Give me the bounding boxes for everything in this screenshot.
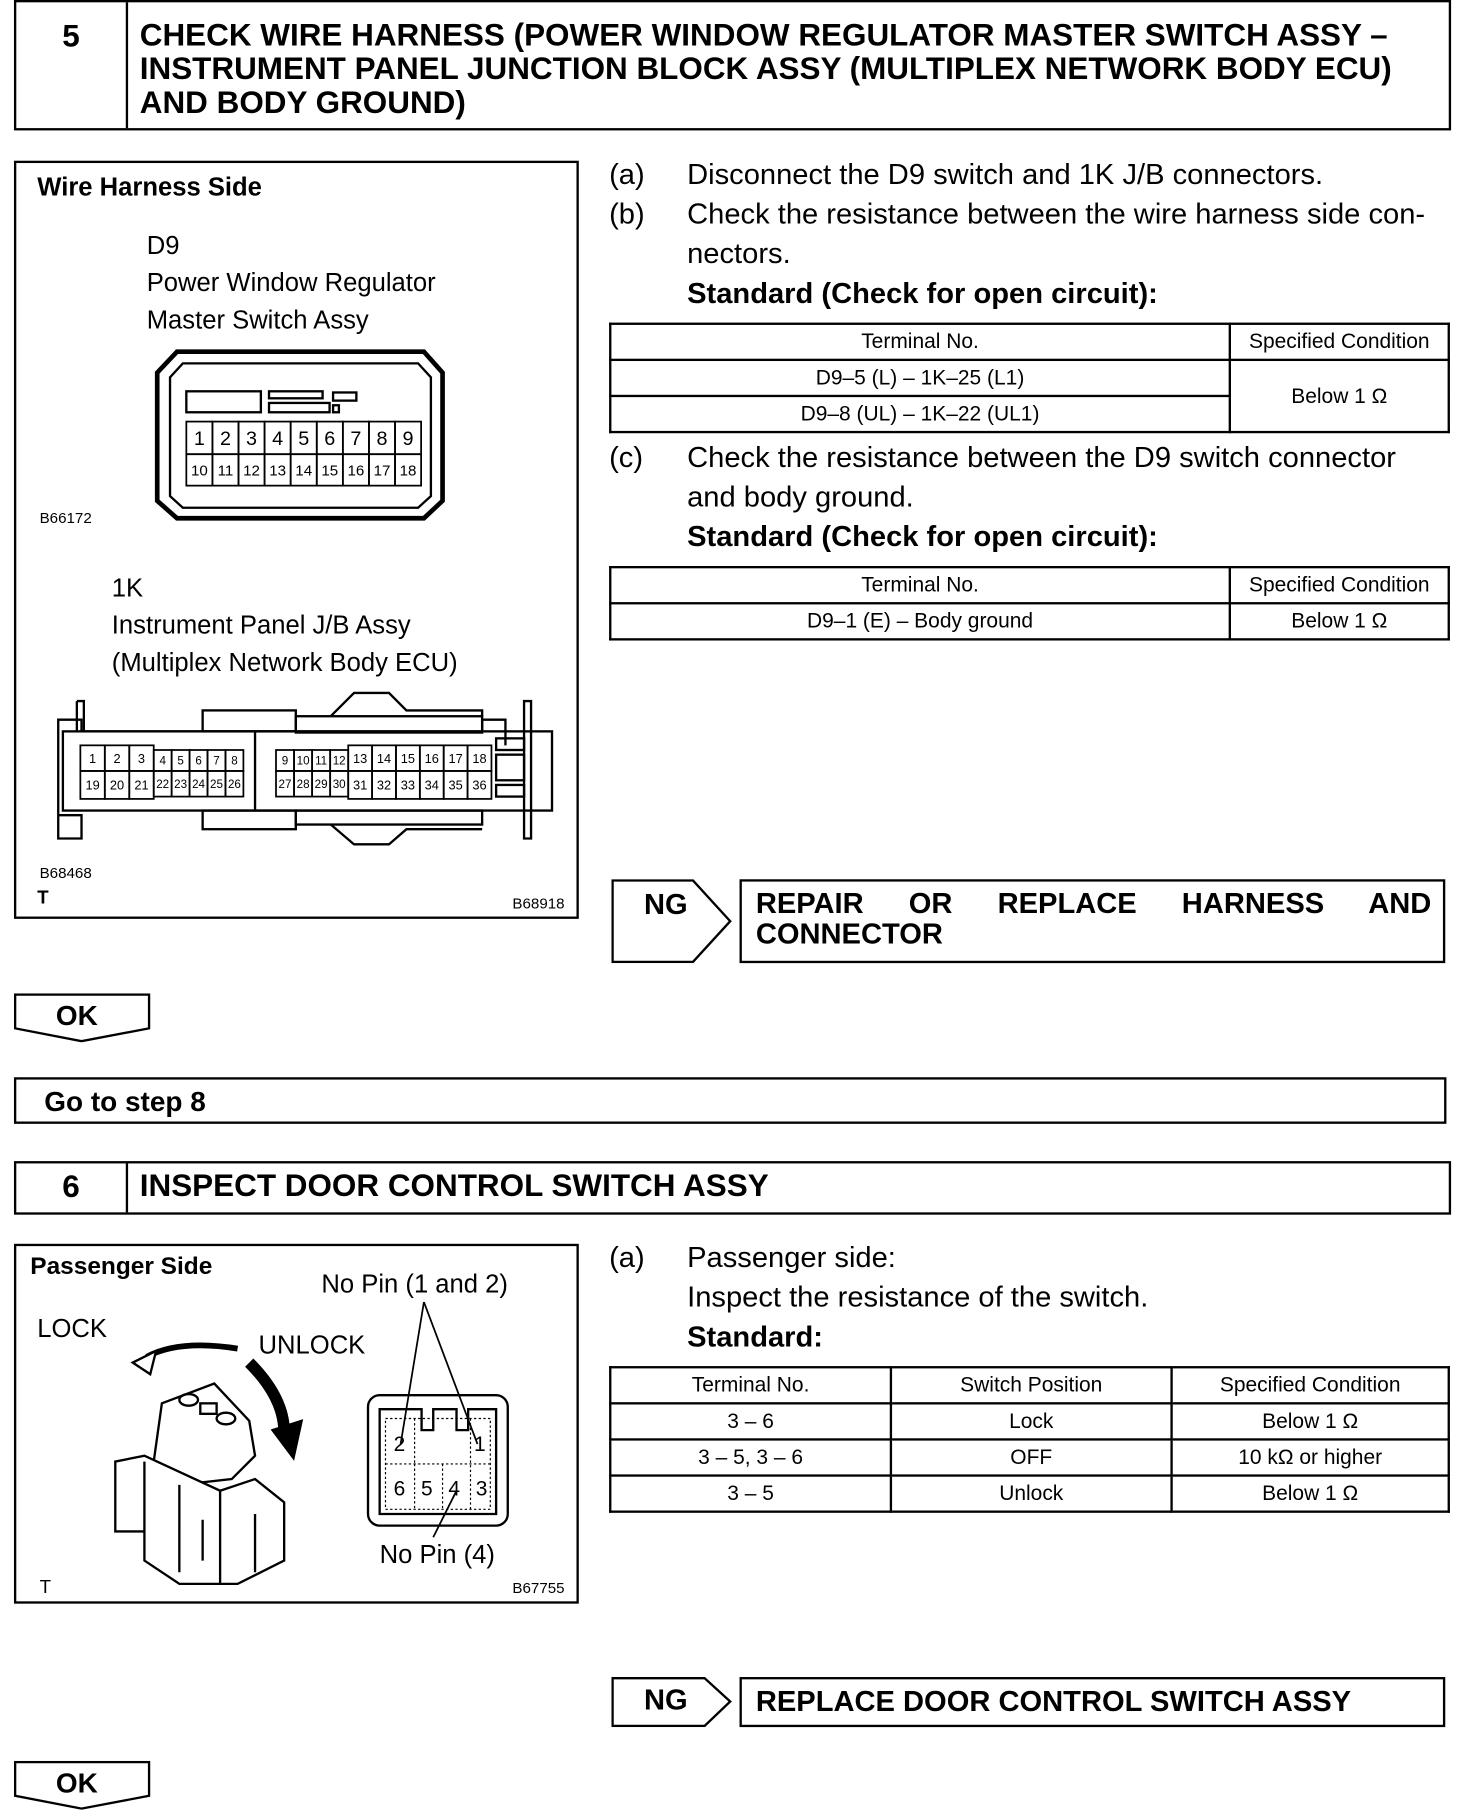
figure-heading: Wire Harness Side — [37, 173, 262, 202]
column-header: Specified Condition — [1172, 1367, 1449, 1403]
ok-branch-button[interactable] — [14, 993, 151, 1042]
table-cell: Below 1 Ω — [1230, 360, 1449, 432]
pin-number: 6 — [324, 428, 336, 451]
ok-branch-button[interactable] — [14, 1761, 151, 1810]
pin-number: 21 — [134, 777, 149, 793]
instruction-text: Inspect the resistance of the switch. — [687, 1281, 1149, 1314]
pin-number: 13 — [269, 462, 287, 480]
pin-number: 8 — [231, 754, 238, 768]
pin-number: 18 — [472, 750, 487, 766]
instruction-label: (a) — [609, 158, 645, 191]
instruction-text: Check the resistance between the D9 switch connector — [687, 441, 1396, 474]
pin-number: 34 — [424, 777, 439, 793]
table-cell: D9–8 (UL) – 1K–22 (UL1) — [610, 396, 1230, 432]
table-cell: 3 – 5 — [610, 1476, 891, 1512]
ng-branch-button[interactable] — [611, 1677, 732, 1727]
table-row — [610, 1403, 1449, 1439]
pin-number: 15 — [400, 750, 416, 766]
pin-number: 12 — [332, 754, 346, 768]
lock-label: LOCK — [37, 1314, 108, 1343]
pin-number: 18 — [399, 462, 417, 480]
pin-number: 11 — [315, 754, 328, 768]
table-cell: 3 – 6 — [610, 1403, 891, 1439]
ng-label: NG — [644, 1684, 688, 1717]
pin-number: 4 — [272, 428, 284, 451]
connector-diagram — [16, 163, 576, 916]
standard-label: Standard: — [687, 1320, 824, 1354]
pin-number: 9 — [281, 754, 289, 768]
instruction-text: Check the resistance between the wire harness side con- — [687, 197, 1426, 231]
figure-ref-code: B68918 — [512, 895, 565, 913]
step-number: 6 — [16, 1163, 128, 1212]
pin-number: 20 — [109, 777, 125, 793]
table-cell: Below 1 Ω — [1230, 603, 1449, 639]
no-pin-1-2-label: No Pin (1 and 2) — [321, 1270, 508, 1299]
pin-number: 5 — [298, 428, 310, 451]
d9-connector — [157, 352, 442, 519]
pin-number: 3 — [246, 428, 258, 451]
d9-name-line1: Power Window Regulator — [146, 269, 436, 298]
standard-label: Standard (Check for open circuit): — [687, 277, 1158, 310]
table-cell: D9–1 (E) – Body ground — [610, 603, 1230, 639]
pin-number: 29 — [314, 777, 328, 791]
pin-number: 16 — [347, 462, 365, 480]
ok-label: OK — [55, 1000, 98, 1032]
column-header: Specified Condition — [1230, 567, 1449, 603]
pin-number: 6 — [393, 1477, 406, 1501]
corner-mark: T — [39, 1576, 51, 1598]
pin-number: 2 — [219, 428, 231, 451]
table-cell: Lock — [891, 1403, 1172, 1439]
pin-number: 14 — [295, 462, 313, 480]
go-to-step-link[interactable]: Go to step 8 — [14, 1077, 1446, 1124]
pin-number: 27 — [278, 777, 292, 791]
resistance-table-1 — [609, 323, 1450, 434]
switch-resistance-table — [609, 1366, 1450, 1513]
ng-label: NG — [644, 888, 688, 922]
pin-number: 1 — [473, 1433, 486, 1457]
step-title: INSPECT DOOR CONTROL SWITCH ASSY — [139, 1168, 769, 1204]
step-number: 5 — [16, 2, 128, 128]
pin-number: 3 — [137, 750, 146, 766]
ng-action: REPAIR OR REPLACE HARNESS AND CONNECTOR — [740, 879, 1446, 963]
pin-number: 28 — [296, 777, 310, 791]
ng-branch-button[interactable] — [611, 879, 732, 963]
d9-ref-code: B66172 — [39, 509, 92, 527]
pin-number: 19 — [85, 777, 100, 793]
step-title: CHECK WIRE HARNESS (POWER WINDOW REGULATOR MASTER SWITCH ASSY – INSTRUMENT PANEL JUNCTION BLOCK ASSY (MULTIPLEX NETWORK BODY ECU) AND BODY GROUND) — [139, 17, 1392, 120]
pin-number: 14 — [376, 750, 392, 766]
d9-name-line2: Master Switch Assy — [146, 306, 369, 335]
table-cell: Unlock — [891, 1476, 1172, 1512]
pin-number: 6 — [195, 754, 202, 768]
pin-number: 4 — [159, 754, 166, 768]
ng-action: REPLACE DOOR CONTROL SWITCH ASSY — [740, 1677, 1446, 1727]
instruction-label: (c) — [609, 441, 644, 474]
table-cell: 10 kΩ or higher — [1172, 1439, 1449, 1475]
step-5-header — [14, 0, 1451, 130]
switch-illustration — [115, 1345, 301, 1583]
table-row — [610, 1476, 1449, 1512]
pin-number: 26 — [227, 777, 241, 791]
instruction-text: Passenger side: — [687, 1241, 896, 1275]
1k-name-line2: (Multiplex Network Body ECU) — [111, 648, 458, 677]
passenger-switch-figure — [14, 1244, 579, 1604]
pin-number: 2 — [393, 1433, 406, 1457]
switch-diagram — [16, 1246, 576, 1601]
pin-number: 3 — [475, 1477, 488, 1501]
pin-number: 1 — [89, 750, 97, 766]
figure-heading: Passenger Side — [30, 1253, 213, 1281]
ok-label: OK — [55, 1767, 98, 1800]
1k-ref-code: B68468 — [39, 865, 92, 883]
pin-number: 10 — [190, 462, 208, 480]
pin-number: 7 — [350, 428, 362, 451]
pin-number: 23 — [174, 777, 188, 791]
instruction-text: nectors. — [687, 237, 791, 271]
corner-mark: T — [37, 886, 49, 908]
column-header: Switch Position — [891, 1367, 1172, 1403]
pin-number: 2 — [113, 750, 121, 766]
connector-face — [368, 1302, 508, 1537]
no-pin-4-label: No Pin (4) — [379, 1540, 495, 1569]
1k-name-line1: Instrument Panel J/B Assy — [111, 611, 411, 640]
pin-number: 16 — [424, 750, 439, 766]
1k-code: 1K — [111, 574, 144, 603]
figure-ref-code: B67755 — [512, 1580, 565, 1598]
pin-number: 4 — [448, 1477, 461, 1501]
pin-number: 33 — [400, 777, 416, 793]
resistance-table-2 — [609, 566, 1450, 641]
pin-number: 11 — [217, 462, 234, 480]
1k-connector — [58, 693, 552, 844]
pin-number: 22 — [156, 777, 170, 791]
pin-number: 17 — [448, 750, 463, 766]
d9-code: D9 — [146, 231, 180, 260]
table-cell: Below 1 Ω — [1172, 1403, 1449, 1439]
pin-number: 15 — [321, 462, 339, 480]
table-cell: OFF — [891, 1439, 1172, 1475]
pin-number: 1 — [193, 428, 205, 451]
pin-number: 13 — [353, 750, 368, 766]
table-cell: Below 1 Ω — [1172, 1476, 1449, 1512]
wire-harness-figure — [14, 161, 579, 919]
pin-number: 31 — [353, 777, 368, 793]
pin-number: 8 — [376, 428, 388, 451]
column-header: Terminal No. — [610, 1367, 891, 1403]
pin-number: 32 — [376, 777, 392, 793]
column-header: Terminal No. — [610, 567, 1230, 603]
pin-number: 30 — [332, 777, 346, 791]
pin-number: 25 — [210, 777, 223, 791]
instruction-label: (b) — [609, 197, 645, 231]
pin-number: 12 — [243, 462, 260, 480]
table-row — [610, 1439, 1449, 1475]
step-6-header — [14, 1161, 1451, 1215]
instruction-text: Disconnect the D9 switch and 1K J/B connectors. — [687, 158, 1324, 191]
pin-number: 9 — [402, 428, 414, 451]
instruction-label: (a) — [609, 1241, 645, 1275]
pin-number: 5 — [420, 1477, 433, 1501]
pin-number: 5 — [177, 754, 184, 768]
table-cell: 3 – 5, 3 – 6 — [610, 1439, 891, 1475]
pin-number: 7 — [213, 754, 220, 768]
pin-number: 24 — [192, 777, 206, 791]
pin-number: 35 — [448, 777, 463, 793]
standard-label: Standard (Check for open circuit): — [687, 520, 1158, 554]
unlock-label: UNLOCK — [258, 1331, 366, 1360]
pin-number: 10 — [296, 754, 310, 768]
pin-number: 36 — [472, 777, 487, 793]
column-header: Specified Condition — [1230, 324, 1449, 360]
column-header: Terminal No. — [610, 324, 1230, 360]
instruction-text: and body ground. — [687, 480, 914, 514]
table-cell: D9–5 (L) – 1K–25 (L1) — [610, 360, 1230, 396]
pin-number: 17 — [373, 462, 391, 480]
